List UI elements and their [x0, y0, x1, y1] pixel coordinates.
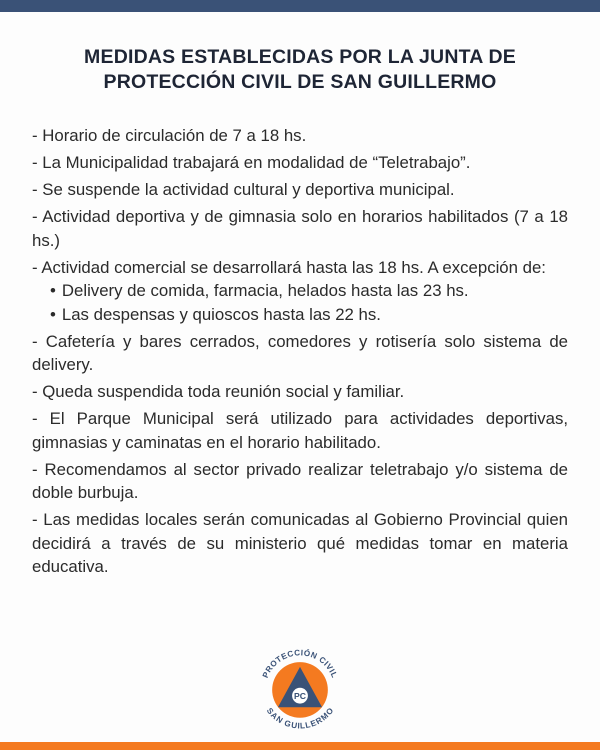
bottom-bar	[0, 742, 600, 750]
list-item: - Recomendamos al sector privado realizar teletrabajo y/o sistema de doble burbuja.	[32, 459, 568, 502]
sub-list-item: • Delivery de comida, farmacia, helados hasta las 23 hs.	[32, 279, 568, 303]
title-line-1: MEDIDAS ESTABLECIDAS POR LA JUNTA DE	[84, 46, 516, 68]
svg-text:PC: PC	[294, 691, 306, 702]
list-item: - Actividad comercial se desarrollará hasta las 18 hs. A excepción de:	[32, 257, 546, 277]
top-bar	[0, 0, 600, 12]
svg-text:PROTECCIÓN CIVIL: PROTECCIÓN CIVIL	[260, 648, 340, 680]
list-item: - Se suspende la actividad cultural y deportiva municipal.	[32, 180, 455, 199]
sub-list-item: • Las despensas y quioscos hasta las 22 hs.	[32, 303, 568, 327]
svg-text:SAN GUILLERMO: SAN GUILLERMO	[264, 706, 336, 731]
list-item: - Horario de circulación de 7 a 18 hs.	[32, 126, 307, 145]
list-item: - Las medidas locales serán comunicadas al Gobierno Provincial quien decidirá a través de su ministerio qué medidas tomar en materia educativa.	[32, 510, 568, 576]
measures-list	[32, 124, 568, 582]
page-title	[20, 45, 580, 95]
proteccion-civil-logo	[252, 640, 348, 736]
list-item: - Cafetería y bares cerrados, comedores y rotisería solo sistema de delivery.	[32, 331, 568, 374]
list-item: - Queda suspendida toda reunión social y familiar.	[32, 382, 405, 401]
list-item: - La Municipalidad trabajará en modalidad de “Teletrabajo”.	[32, 153, 471, 172]
title-line-2: PROTECCIÓN CIVIL DE SAN GUILLERMO	[103, 71, 497, 93]
list-item: - El Parque Municipal será utilizado para actividades deportivas, gimnasias y caminatas en el horario habilitado.	[32, 409, 568, 452]
list-item: - Actividad deportiva y de gimnasia solo en horarios habilitados (7 a 18 hs.)	[32, 207, 568, 250]
